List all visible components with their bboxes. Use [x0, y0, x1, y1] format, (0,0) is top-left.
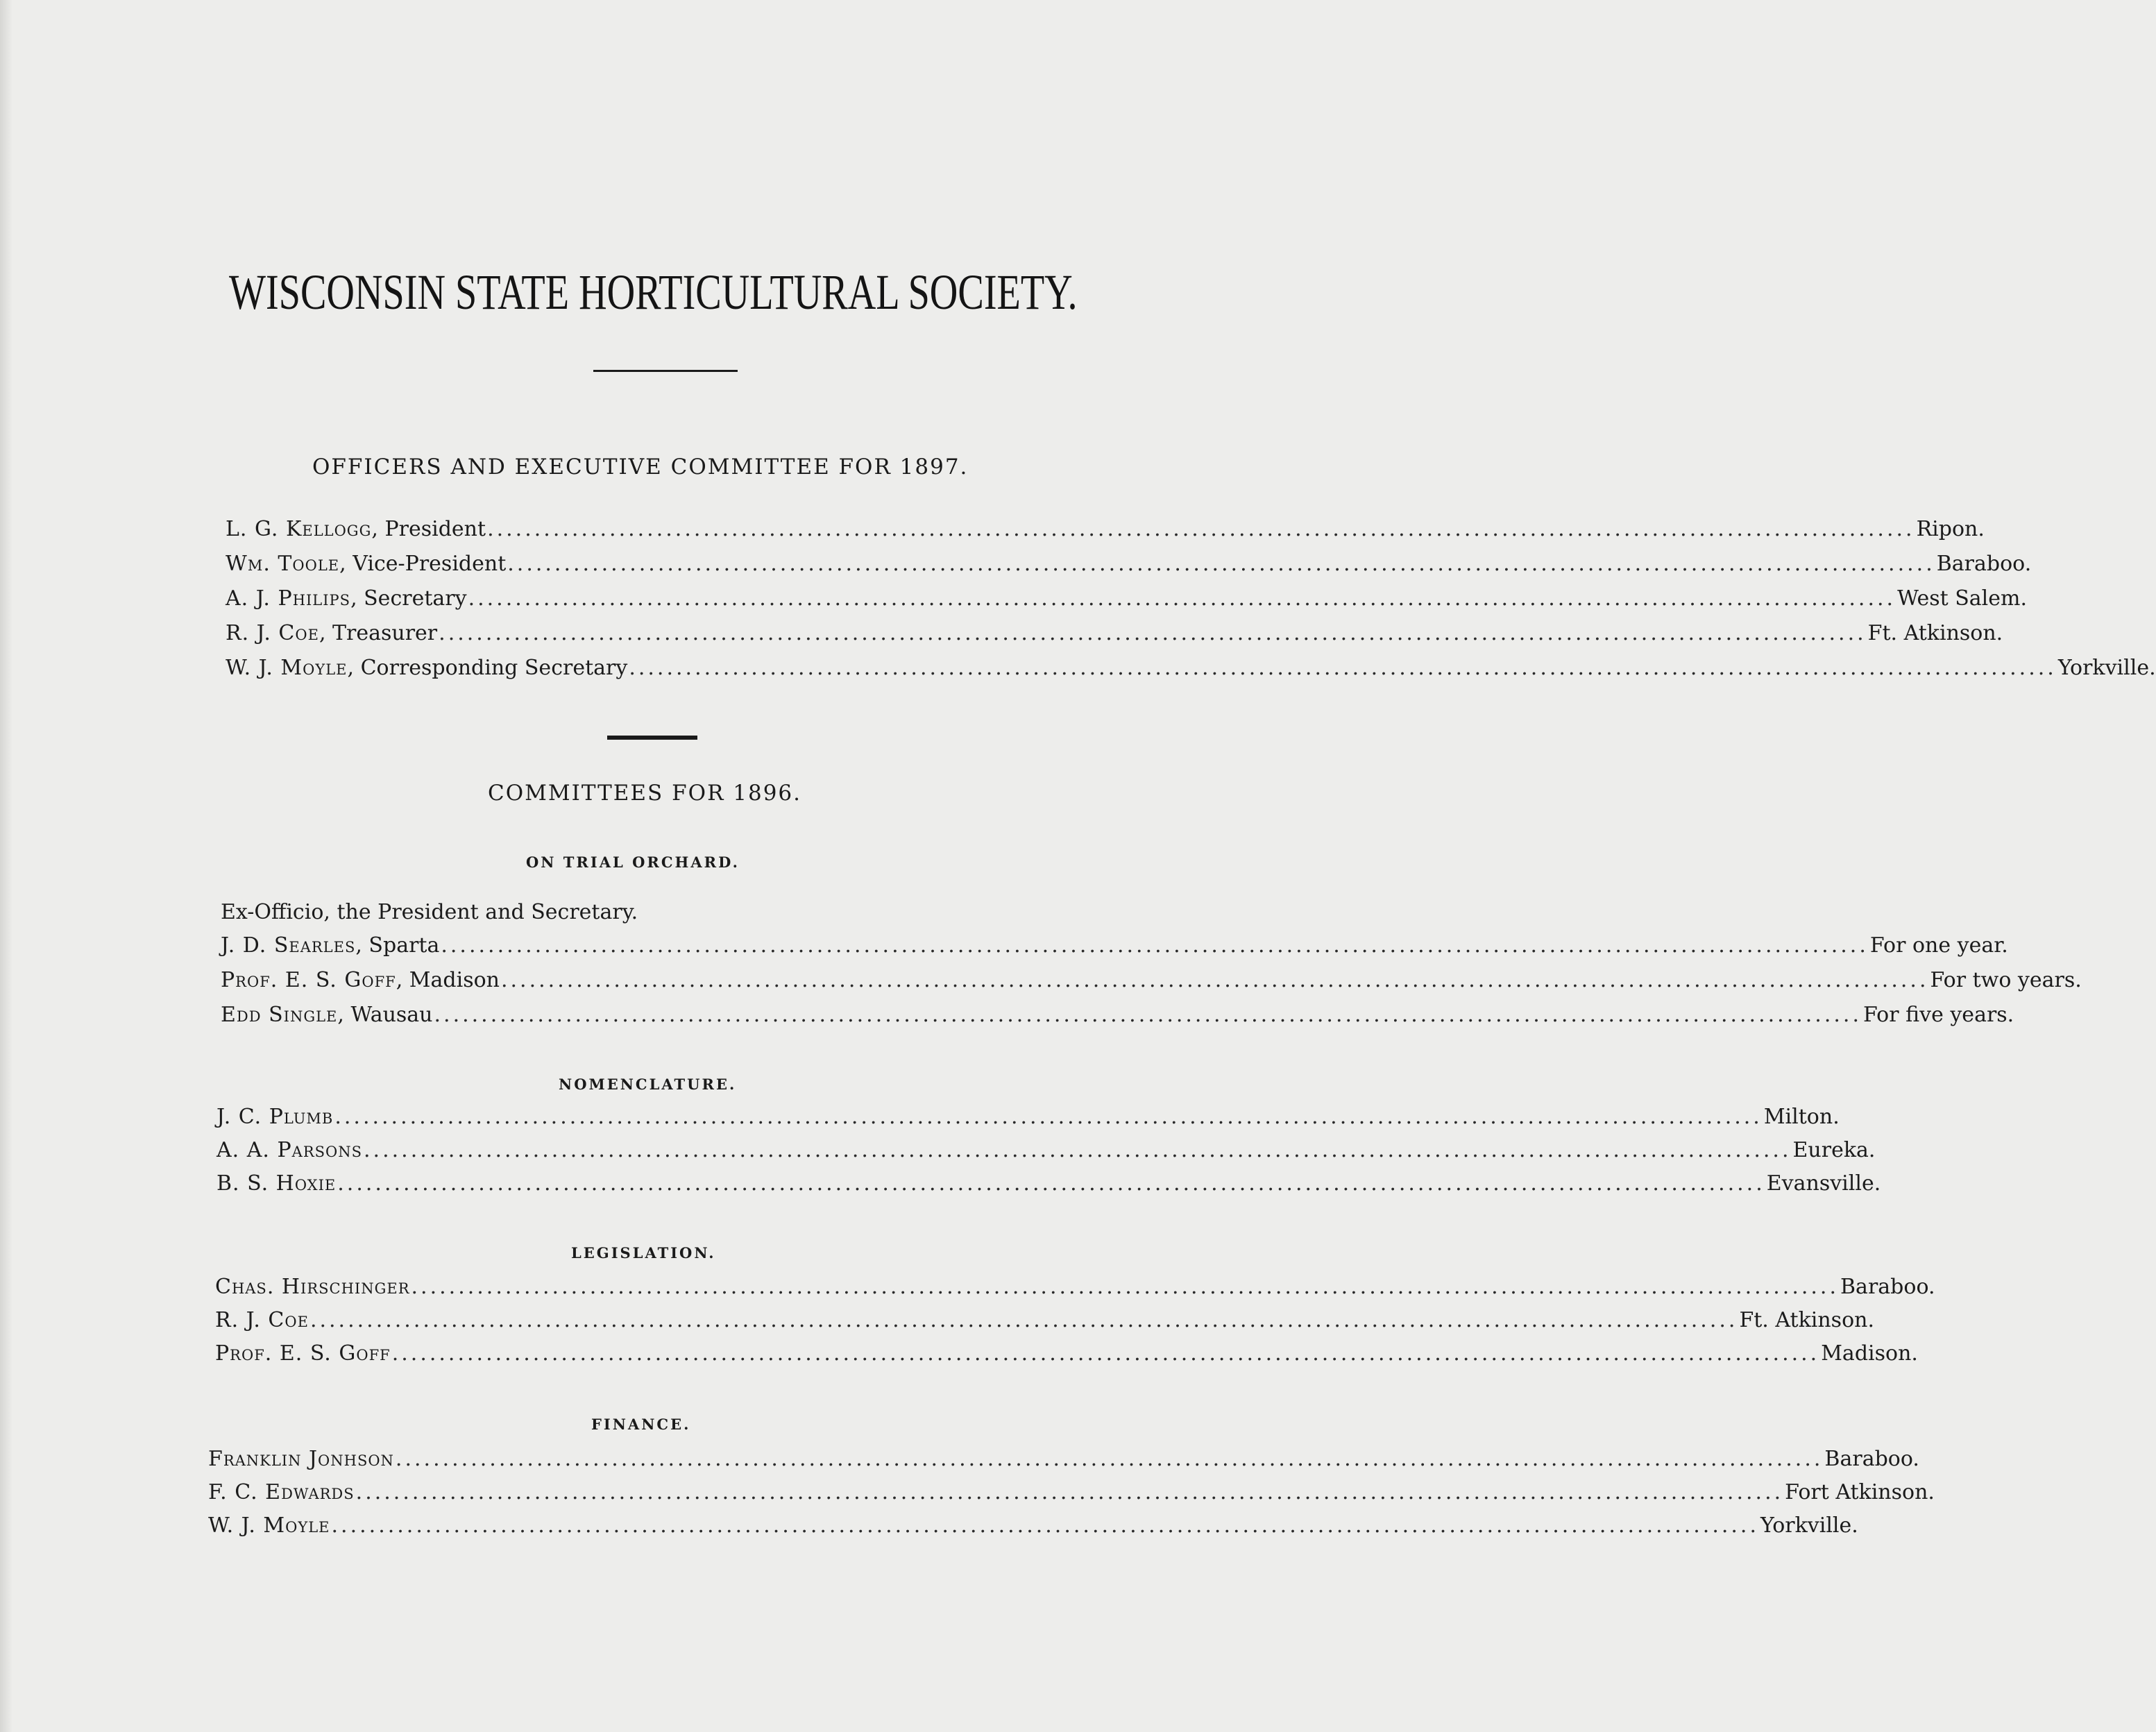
member-name: J. D. Searles	[221, 933, 356, 958]
member-name: Edd Single	[221, 1003, 338, 1027]
officer-name: A. J. Philips	[226, 586, 351, 611]
officer-name: R. J. Coe	[226, 621, 319, 645]
committee-row	[221, 933, 2008, 964]
member-town: Milton.	[1763, 1105, 1840, 1129]
member-name: A. A. Parsons	[217, 1138, 363, 1162]
dot-leader: ........................................................................................................................................................	[441, 933, 1869, 958]
title-divider	[593, 370, 738, 372]
officer-row	[226, 552, 2032, 582]
officer-place: Baraboo.	[1936, 552, 2032, 576]
member-town: , Madison	[396, 968, 500, 992]
trial-orchard-heading: ON TRIAL ORCHARD.	[526, 854, 740, 871]
member-town: Baraboo.	[1840, 1275, 1935, 1299]
officer-role: , Secretary	[350, 586, 467, 611]
committee-row	[208, 1447, 1919, 1477]
officer-place: Yorkville.	[2057, 656, 2156, 680]
committee-row	[217, 1105, 1840, 1135]
page-title: WISCONSIN STATE HORTICULTURAL SOCIETY.	[229, 264, 1078, 320]
officer-row	[226, 517, 1985, 547]
member-name: Franklin Jonhson	[208, 1447, 394, 1471]
dot-leader: ........................................................................................................................................................	[395, 1447, 1824, 1471]
officer-role: , President	[371, 517, 486, 541]
dot-leader: ........................................................................................................................................................	[334, 1105, 1763, 1129]
committee-row	[217, 1171, 1881, 1202]
member-name: B. S. Hoxie	[217, 1171, 337, 1196]
member-town: Ft. Atkinson.	[1739, 1308, 1874, 1332]
committee-row	[215, 1275, 1935, 1305]
committee-row	[217, 1138, 1876, 1169]
officer-row	[226, 621, 2003, 652]
officers-heading: OFFICERS AND EXECUTIVE COMMITTEE FOR 1897.	[312, 455, 969, 479]
member-name: J. C. Plumb	[217, 1105, 334, 1129]
legislation-heading: LEGISLATION.	[571, 1244, 716, 1262]
officer-place: Ripon.	[1916, 517, 1985, 541]
member-town: , Wausau	[337, 1003, 433, 1027]
officer-name: Wm. Toole	[226, 552, 340, 576]
dot-leader: ........................................................................................................................................................	[331, 1513, 1760, 1538]
committee-row	[221, 1003, 2014, 1033]
member-term: For five years.	[1863, 1003, 2014, 1027]
page-edge-shadow	[0, 0, 12, 1732]
dot-leader: ........................................................................................................................................................	[391, 1341, 1820, 1366]
officer-name: W. J. Moyle	[226, 656, 348, 680]
officer-role: , Corresponding Secretary	[347, 656, 628, 680]
officer-row	[226, 586, 2027, 617]
member-name: Chas. Hirschinger	[215, 1275, 410, 1299]
member-term: For one year.	[1869, 933, 2008, 958]
officer-role: , Treasurer	[319, 621, 438, 645]
member-term: For two years.	[1930, 968, 2082, 992]
officer-name: L. G. Kellogg	[226, 517, 372, 541]
committees-heading: COMMITTEES FOR 1896.	[488, 781, 802, 806]
dot-leader: ........................................................................................................................................................	[355, 1480, 1784, 1504]
member-name: Prof. E. S. Goff	[215, 1341, 391, 1366]
dot-leader: ........................................................................................................................................................	[309, 1308, 1738, 1332]
member-town: Eureka.	[1792, 1138, 1876, 1162]
committee-row	[215, 1308, 1874, 1339]
dot-leader: ........................................................................................................................................................	[487, 517, 1915, 541]
committee-row	[208, 1480, 1935, 1511]
member-name: Prof. E. S. Goff	[221, 968, 396, 992]
dot-leader: ........................................................................................................................................................	[629, 656, 2057, 680]
dot-leader: ........................................................................................................................................................	[364, 1138, 1792, 1162]
member-name: F. C. Edwards	[208, 1480, 355, 1504]
member-town: Madison.	[1821, 1341, 1918, 1366]
committee-row	[215, 1341, 1918, 1372]
officer-place: West Salem.	[1897, 586, 2027, 611]
section-divider	[607, 736, 697, 740]
nomenclature-heading: NOMENCLATURE.	[559, 1076, 737, 1093]
member-town: Fort Atkinson.	[1785, 1480, 1935, 1504]
trial-orchard-note: Ex-Officio, the President and Secretary.	[221, 900, 638, 924]
member-town: Evansville.	[1766, 1171, 1881, 1196]
dot-leader: ........................................................................................................................................................	[500, 968, 1929, 992]
dot-leader: ........................................................................................................................................................	[439, 621, 1867, 645]
dot-leader: ........................................................................................................................................................	[507, 552, 1935, 576]
dot-leader: ........................................................................................................................................................	[411, 1275, 1840, 1299]
finance-heading: FINANCE.	[591, 1416, 691, 1433]
member-name: W. J. Moyle	[208, 1513, 330, 1538]
committee-row	[221, 968, 2082, 999]
member-town: Yorkville.	[1760, 1513, 1858, 1538]
dot-leader: ........................................................................................................................................................	[434, 1003, 1862, 1027]
officer-place: Ft. Atkinson.	[1867, 621, 2003, 645]
member-town: , Sparta	[355, 933, 440, 958]
member-name: R. J. Coe	[215, 1308, 309, 1332]
dot-leader: ........................................................................................................................................................	[468, 586, 1896, 611]
officer-role: , Vice-President	[339, 552, 507, 576]
member-town: Baraboo.	[1824, 1447, 1919, 1471]
committee-row	[208, 1513, 1858, 1544]
dot-leader: ........................................................................................................................................................	[337, 1171, 1765, 1196]
officer-row	[226, 656, 2156, 686]
